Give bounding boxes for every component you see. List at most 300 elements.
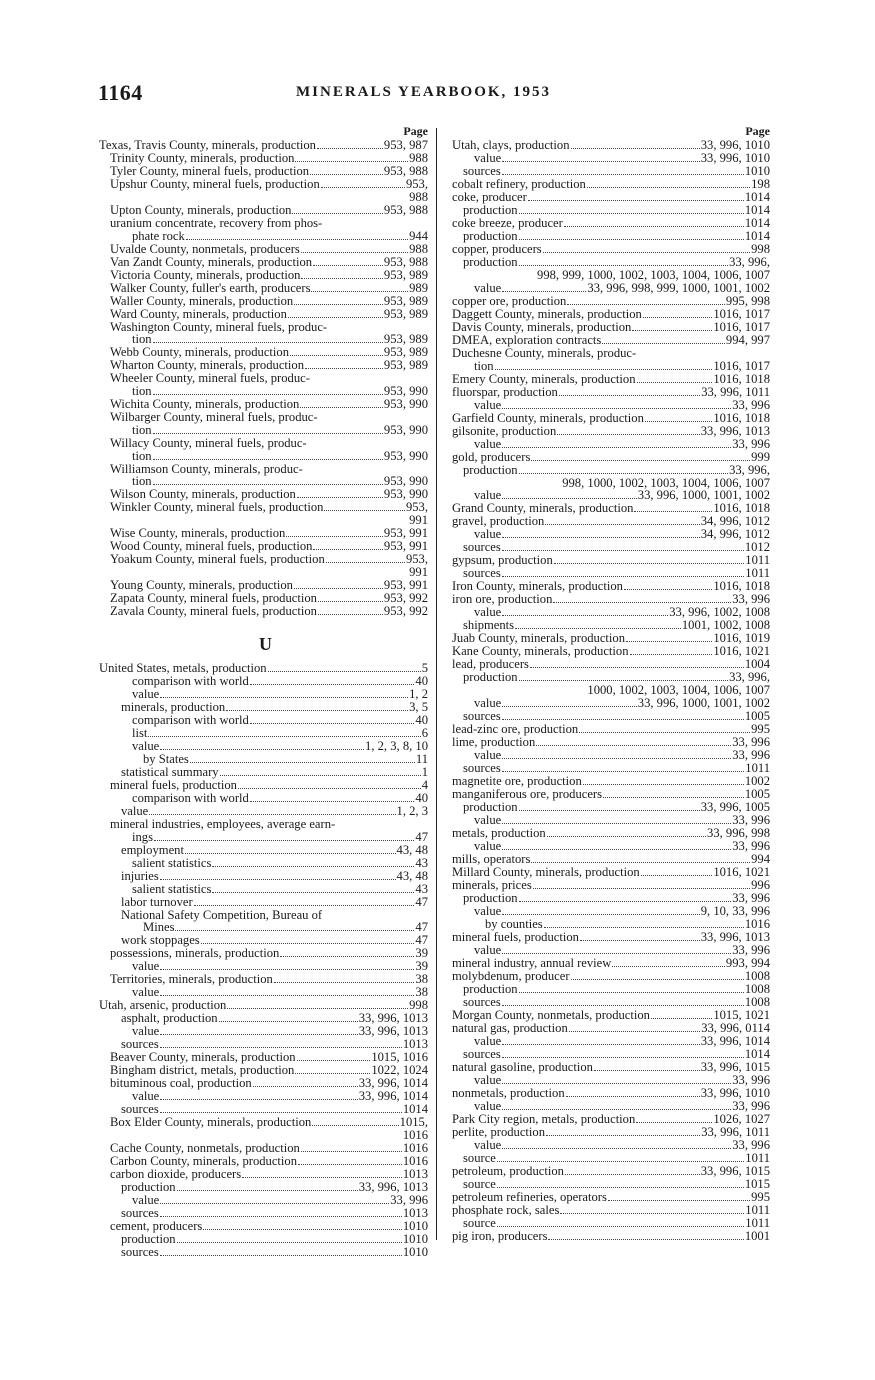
entry-term: Upton County, minerals, production (110, 202, 292, 217)
index-column-right (452, 124, 770, 1243)
dot-leader (160, 1047, 402, 1048)
dot-leader (313, 549, 382, 550)
entry-term: value (474, 813, 502, 827)
page-refs: 40 (415, 712, 428, 727)
entry-term: Grand County, minerals, production (452, 501, 634, 516)
page-refs: 1016, 1018 (713, 371, 770, 386)
dot-leader (253, 1086, 358, 1087)
page-refs: 1014 (744, 229, 770, 243)
page-refs: 1011 (745, 553, 770, 568)
index-entry (99, 424, 428, 437)
dot-leader (268, 671, 421, 672)
page-refs: 1011 (745, 1151, 770, 1165)
page-refs: 993, 994 (725, 956, 770, 970)
entry-term: value (132, 738, 160, 753)
entry-term: Emery County, minerals, production (452, 371, 636, 386)
page-refs: 1014 (744, 190, 770, 204)
entry-term: sources (463, 709, 501, 723)
page-refs: 953, 989 (383, 358, 428, 373)
page-refs: 1016 (402, 1141, 428, 1155)
entry-term: by counties (485, 917, 543, 931)
dot-leader (149, 814, 395, 815)
entry-term: value (474, 151, 502, 165)
dot-leader (312, 1125, 398, 1126)
entry-term: sources (463, 761, 501, 775)
dot-leader (321, 187, 405, 188)
index-entry (452, 360, 770, 373)
page-refs: 33, 996, 1014 (358, 1089, 428, 1104)
entry-term: minerals, production (121, 699, 226, 714)
index-entry (99, 792, 428, 805)
entry-term: Utah, arsenic, production (99, 998, 227, 1013)
page-refs: 1, 2, 3, 8, 10 (365, 738, 428, 753)
page-refs: 38 (415, 972, 428, 987)
dot-leader (502, 408, 731, 409)
page-refs: 953, 990 (383, 397, 428, 411)
dot-leader (212, 866, 414, 867)
index-entry (452, 1204, 770, 1217)
dot-leader (519, 901, 732, 902)
entry-term: value (474, 436, 502, 451)
page-refs: 33, 996, (729, 670, 770, 685)
index-entry (99, 1246, 428, 1259)
dot-leader (571, 148, 700, 149)
entry-term: mineral industry, annual review (452, 956, 612, 970)
index-entry (452, 399, 770, 412)
dot-leader (546, 1135, 700, 1136)
index-entry (99, 727, 428, 740)
dot-leader (250, 723, 415, 724)
page-refs: 953, 989 (383, 332, 428, 347)
page-refs: 33, 996, 1013 (700, 930, 770, 944)
page-refs: 999 (751, 449, 770, 464)
page-refs: 953, 990 (383, 422, 428, 437)
page-refs: 1016, 1018 (713, 410, 770, 425)
dot-leader (528, 200, 744, 201)
entry-term: coke, producer (452, 190, 527, 204)
dot-leader (497, 1226, 744, 1227)
section-letter: U (259, 633, 272, 654)
running-title: MINERALS YEARBOOK, 1953 (296, 84, 552, 100)
page-number: 1164 (98, 80, 143, 105)
dot-leader (566, 1096, 700, 1097)
dot-leader (154, 840, 414, 841)
entry-term: carbon dioxide, producers (110, 1167, 242, 1181)
page-refs: 33, 996 (732, 748, 770, 762)
entry-term: DMEA, exploration contracts (452, 332, 602, 347)
dot-leader (554, 563, 745, 564)
index-entry-continuation (452, 269, 770, 282)
entry-term: tion (132, 384, 152, 398)
entry-term: nonmetals, production (452, 1086, 565, 1100)
page-refs: 944 (409, 228, 428, 243)
dot-leader (630, 654, 713, 655)
dot-leader (274, 982, 415, 983)
page-refs: 988 (409, 190, 428, 204)
entry-term: fluorspar, production (452, 384, 558, 399)
entry-term: Tyler County, mineral fuels, production (110, 164, 310, 178)
dot-leader (160, 1216, 402, 1217)
entry-term: magnetite ore, production (452, 774, 582, 788)
index-entry (99, 844, 428, 857)
entry-term: sources (121, 1102, 159, 1117)
dot-leader (602, 343, 725, 344)
page-refs: 953, 991 (383, 577, 428, 592)
entry-term: list (132, 725, 148, 740)
dot-leader (300, 407, 383, 408)
dot-leader (220, 775, 421, 776)
entry-term: coke breeze, producer (452, 216, 563, 230)
entry-term: Walker County, fuller's earth, producers (110, 280, 311, 295)
dot-leader (175, 930, 414, 931)
entry-term: value (121, 803, 149, 818)
dot-leader (645, 421, 712, 422)
entry-term: value (474, 280, 502, 295)
page-refs: 1016, 1017 (713, 306, 770, 321)
dot-leader (295, 161, 408, 162)
index-entry-text: uranium concentrate, recovery from phos- (110, 215, 323, 230)
dot-leader (502, 1005, 744, 1006)
dot-leader (288, 317, 383, 318)
dot-leader (502, 758, 731, 759)
entry-term: value (474, 527, 502, 542)
entry-term: value (474, 1138, 502, 1152)
page-refs: 1014 (744, 1047, 770, 1061)
page-refs: 33, 996, 1005 (700, 800, 770, 814)
entry-term: comparison with world (132, 790, 249, 805)
dot-leader (548, 1239, 743, 1240)
page-refs: 1016 (744, 917, 770, 931)
entry-term: production (121, 1180, 176, 1194)
entry-term: Bingham district, metals, production (110, 1063, 295, 1078)
entry-term: lead-zinc ore, production (452, 722, 579, 736)
dot-leader (603, 797, 744, 798)
entry-term: sources (121, 1206, 159, 1220)
page-refs: 33, 996, 1000, 1001, 1002 (637, 488, 770, 503)
dot-leader (212, 892, 414, 893)
dot-leader (295, 1073, 370, 1074)
page-refs: 953, (405, 552, 428, 566)
entry-term: petroleum, production (452, 1164, 564, 1178)
dot-leader (238, 788, 421, 789)
dot-leader (160, 879, 396, 880)
dot-leader (203, 1229, 401, 1230)
entry-term: copper, producers (452, 242, 542, 256)
entry-term: work stoppages (121, 933, 200, 948)
page-refs: 33, 996 (732, 1138, 770, 1152)
page-refs: 953, 989 (383, 293, 428, 308)
dot-leader (502, 1109, 731, 1110)
dot-leader (317, 148, 383, 149)
index-entry (99, 295, 428, 308)
dot-leader (502, 1148, 731, 1149)
index-entry (99, 896, 428, 909)
dot-leader (594, 1070, 700, 1071)
dot-leader (153, 484, 383, 485)
index-entry (452, 438, 770, 451)
dot-leader (637, 382, 713, 383)
page-refs: 39 (415, 946, 428, 961)
page-refs: 995, 998 (725, 293, 770, 308)
index-entry-text: Duchesne County, minerals, produc- (452, 345, 637, 360)
index-entry (99, 714, 428, 727)
entry-term: production (463, 670, 518, 685)
dot-leader (324, 510, 405, 511)
page-refs: 995 (751, 722, 770, 736)
page-refs: 953, (405, 177, 428, 191)
page-refs: 33, 996 (732, 813, 770, 827)
entry-term: asphalt, production (121, 1011, 218, 1026)
page-refs: 953, 990 (383, 384, 428, 398)
index-entry (452, 282, 770, 295)
entry-term: tion (132, 474, 152, 489)
page-refs: 33, 996, 1010 (700, 1086, 770, 1100)
entry-term: value (132, 686, 160, 701)
page-refs: 1011 (745, 1216, 770, 1230)
entry-term: value (474, 943, 502, 957)
page-refs: 1016, 1021 (713, 644, 770, 659)
page-refs: 33, 996 (732, 397, 770, 412)
index-entry (99, 766, 428, 779)
dot-leader (579, 732, 750, 733)
entry-term: gravel, production (452, 514, 545, 529)
page-refs: 1010 (402, 1232, 428, 1246)
page-refs: 33, 996, 1013 (358, 1024, 428, 1039)
page-refs: 1008 (744, 969, 770, 983)
index-entry (99, 883, 428, 896)
dot-leader (186, 239, 408, 240)
index-entry (452, 464, 770, 477)
index-entry (99, 805, 428, 818)
dot-leader (502, 291, 586, 292)
dot-leader (160, 969, 414, 970)
dot-leader (190, 762, 415, 763)
entry-term: labor turnover (121, 894, 193, 909)
entry-term: Zavala County, mineral fuels, production (110, 603, 317, 618)
dot-leader (519, 265, 728, 266)
page-refs: 33, 996 (390, 1193, 428, 1207)
entry-term: by States (143, 751, 189, 766)
entry-term: source (463, 1151, 496, 1165)
dot-leader (286, 536, 383, 537)
entry-term: value (474, 1073, 502, 1087)
page-refs: 33, 996, 1011 (701, 1125, 770, 1139)
entry-term: pig iron, producers (452, 1229, 548, 1243)
dot-leader (318, 614, 383, 615)
page-refs: 38 (415, 985, 428, 1000)
index-entry-text: mineral industries, employees, average earn- (110, 816, 336, 831)
page-refs: 998, 1000, 1002, 1003, 1004, 1006, 1007 (562, 475, 770, 490)
dot-leader (301, 278, 382, 279)
page-refs: 1008 (744, 995, 770, 1009)
page-refs: 1010 (402, 1219, 428, 1233)
page-refs: 1010 (744, 164, 770, 178)
page-refs: 33, 996, 1013 (358, 1180, 428, 1194)
page-refs: 953, 987 (383, 138, 428, 152)
dot-leader (641, 875, 713, 876)
page-refs: 1014 (744, 203, 770, 217)
page-refs: 4 (421, 777, 428, 792)
page-refs: 43, 48 (396, 868, 428, 883)
page-refs: 1016, 1019 (713, 631, 770, 646)
index-entry (99, 857, 428, 870)
dot-leader (502, 550, 744, 551)
entry-term: value (132, 1089, 160, 1104)
entry-term: Millard County, minerals, production (452, 865, 640, 879)
index-entries (99, 139, 428, 1259)
page-refs: 11 (415, 751, 428, 766)
index-entry (99, 269, 428, 282)
page-refs: 994 (751, 852, 770, 866)
index-entry-text: Wheeler County, mineral fuels, produc- (110, 371, 310, 386)
page-refs: 1, 2 (409, 686, 428, 701)
entry-term: cobalt refinery, production (452, 177, 586, 191)
entry-term: value (132, 1024, 160, 1039)
entry-term: mineral fuels, production (452, 930, 579, 944)
dot-leader (567, 304, 725, 305)
page-refs: 34, 996, 1012 (700, 527, 770, 542)
page-refs: 1015, (399, 1115, 428, 1130)
page-refs: 33, 996 (732, 735, 770, 749)
entry-term: metals, production (452, 826, 546, 840)
dot-leader (502, 771, 744, 772)
dot-leader (502, 498, 636, 499)
dot-leader (160, 1034, 357, 1035)
dot-leader (177, 1190, 358, 1191)
entry-term: Texas, Travis County, minerals, production (99, 138, 316, 152)
dot-leader (153, 342, 383, 343)
dot-leader (564, 226, 744, 227)
index-entry (99, 870, 428, 883)
entry-term: value (474, 839, 502, 853)
entry-term: Wood County, mineral fuels, production (110, 539, 313, 553)
entry-term: value (132, 959, 160, 974)
page-refs: 1016 (402, 1128, 428, 1143)
dot-leader (519, 473, 728, 474)
entry-term: natural gasoline, production (452, 1060, 593, 1074)
page-refs: 33, 996, 0114 (701, 1021, 770, 1035)
dot-leader (536, 745, 731, 746)
entry-term: sources (121, 1037, 159, 1052)
entry-term: iron ore, production (452, 592, 553, 607)
index-entries (452, 139, 770, 1243)
dot-leader (153, 433, 383, 434)
index-entry (452, 451, 770, 464)
entry-term: value (474, 488, 502, 503)
page-column-label: Page (403, 124, 428, 138)
entry-term: tion (132, 448, 152, 463)
dot-leader (502, 537, 699, 538)
index-entry (99, 753, 428, 766)
index-entry (99, 688, 428, 701)
entry-term: phate rock (132, 228, 185, 243)
page-refs: 1016, 1017 (713, 358, 770, 373)
entry-term: gilsonite, production (452, 423, 557, 438)
entry-term: production (463, 255, 518, 269)
dot-leader (502, 823, 731, 824)
dot-leader (519, 680, 728, 681)
index-entry (452, 295, 770, 308)
dot-leader (502, 953, 731, 954)
dot-leader (519, 239, 744, 240)
dot-leader (519, 992, 744, 993)
page-refs: 1011 (745, 566, 770, 581)
entry-term: production (121, 1232, 176, 1246)
index-entry (99, 592, 428, 605)
entry-term: Beaver County, minerals, production (110, 1050, 296, 1065)
entry-term: sources (463, 540, 501, 555)
dot-leader (313, 265, 383, 266)
entry-term: value (474, 904, 502, 918)
dot-leader (160, 697, 408, 698)
dot-leader (153, 459, 383, 460)
page-refs: 1016, 1017 (713, 319, 770, 334)
dot-leader (583, 784, 744, 785)
page-refs: 1012 (744, 540, 770, 555)
dot-leader (301, 1151, 402, 1152)
dot-leader (148, 736, 420, 737)
page-refs: 33, 996, (729, 462, 770, 477)
dot-leader (608, 1200, 750, 1201)
page-refs: 953, 992 (383, 590, 428, 605)
dot-leader (160, 1203, 389, 1204)
page-refs: 1014 (744, 216, 770, 230)
entry-term: Ward County, minerals, production (110, 306, 287, 321)
dot-leader (497, 1187, 744, 1188)
entry-term: gypsum, production (452, 553, 553, 568)
page-refs: 1016 (402, 1154, 428, 1168)
entry-term: value (474, 605, 502, 620)
index-entry (99, 740, 428, 753)
page-refs: 953, 990 (383, 487, 428, 502)
page-refs: 33, 996, 1010 (700, 151, 770, 165)
page-refs: 40 (415, 673, 428, 688)
page-refs: 33, 996 (732, 1073, 770, 1087)
dot-leader (531, 862, 750, 863)
entry-term: molybdenum, producer (452, 969, 570, 983)
entry-term: cement, producers (110, 1219, 203, 1233)
index-entry (99, 450, 428, 463)
entry-term: Yoakum County, mineral fuels, production (110, 552, 325, 566)
entry-term: injuries (121, 868, 159, 883)
entry-term: tion (132, 332, 152, 347)
dot-leader (643, 317, 713, 318)
dot-leader (177, 1242, 402, 1243)
entry-term: production (463, 203, 518, 217)
entry-term: Trinity County, minerals, production (110, 151, 295, 165)
page-refs: 3, 5 (409, 699, 428, 714)
page-refs: 1011 (745, 1203, 770, 1217)
entry-term: value (474, 696, 502, 710)
index-column-left (99, 124, 428, 1259)
entry-term: possessions, minerals, production (110, 946, 280, 961)
page-refs: 995 (751, 1190, 770, 1204)
dot-leader (185, 853, 396, 854)
entry-term: Winkler County, mineral fuels, production (110, 500, 324, 515)
page-refs: 9, 10, 33, 996 (700, 904, 770, 918)
dot-leader (297, 497, 383, 498)
page-refs: 33, 996, 1015 (700, 1164, 770, 1178)
dot-leader (301, 252, 408, 253)
entry-term: sources (463, 995, 501, 1009)
page-refs: 43, 48 (396, 842, 428, 857)
entry-term: sources (121, 1245, 159, 1259)
dot-leader (502, 1044, 699, 1045)
page-refs: 33, 996, 1010 (700, 138, 770, 152)
dot-leader (587, 187, 750, 188)
index-entry (452, 321, 770, 334)
page-refs: 39 (415, 959, 428, 974)
